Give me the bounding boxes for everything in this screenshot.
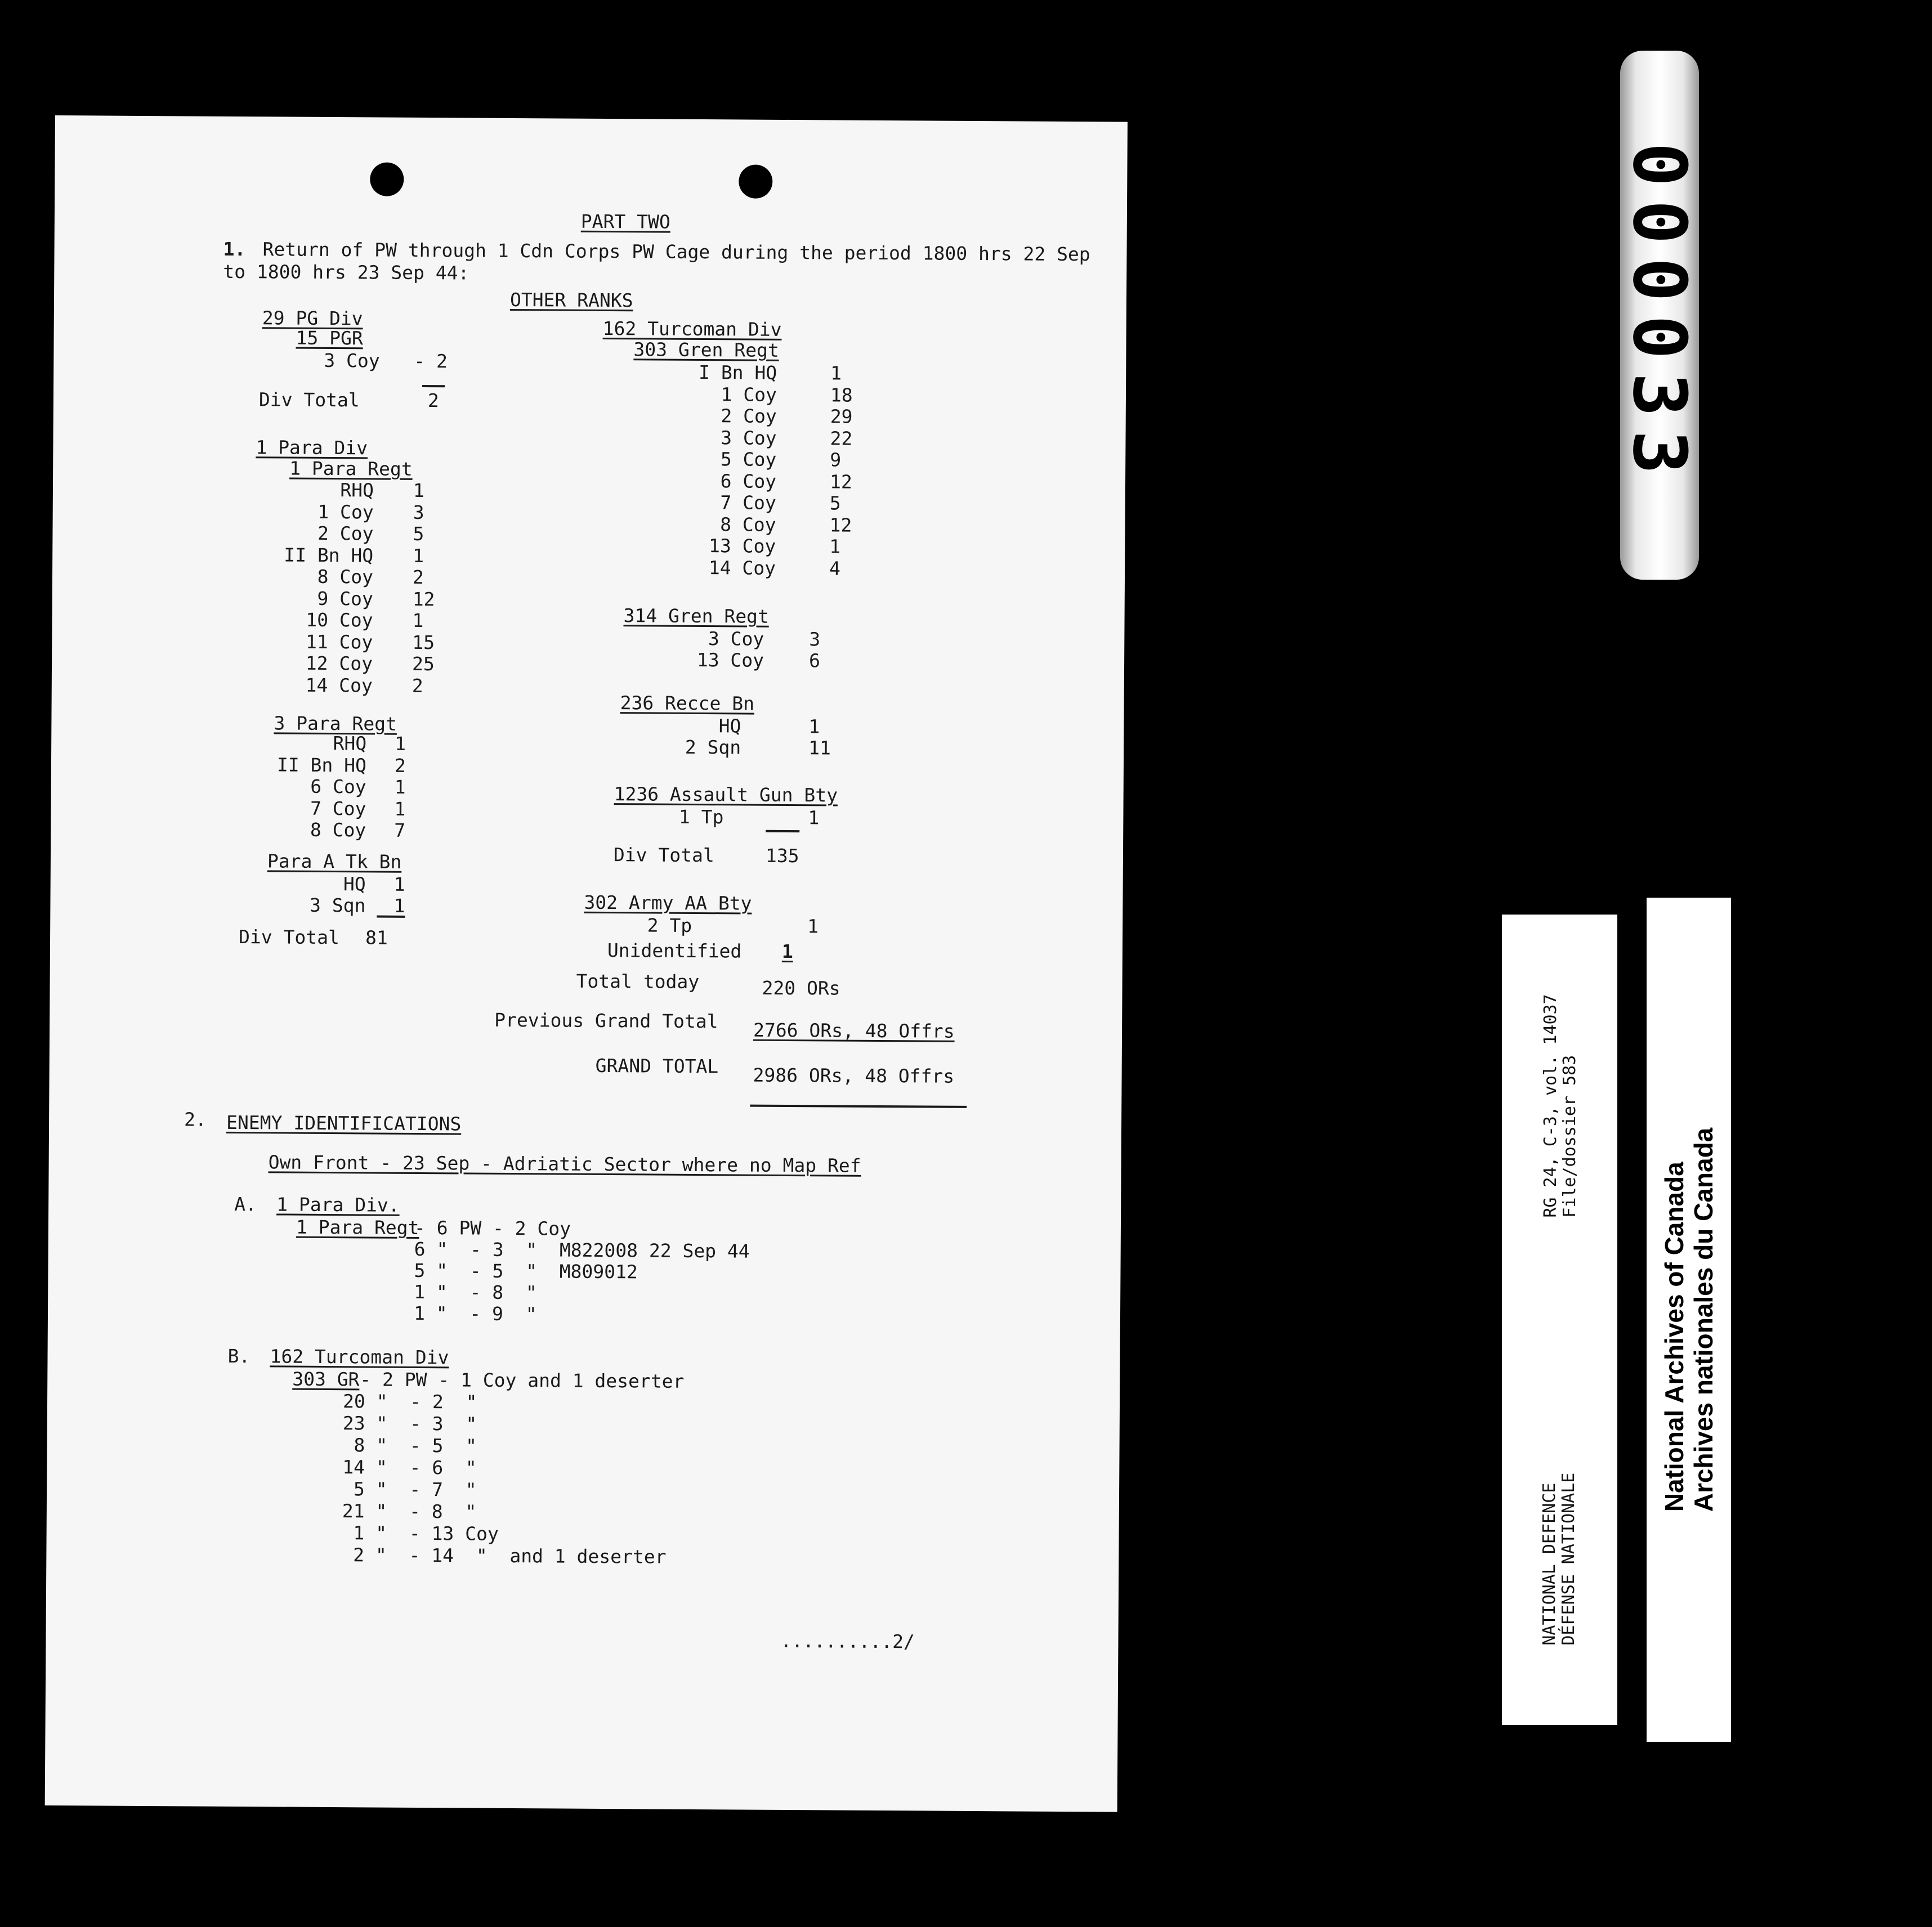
section-b-division: 162 Turcoman Div [270, 1345, 449, 1369]
row-label: 13 Coy [696, 648, 764, 671]
row-value: 2 [412, 674, 423, 697]
div-total-value-162: 135 [765, 844, 799, 867]
row-value: 2 [394, 754, 406, 777]
pgr-15-heading: 15 PGR [296, 326, 363, 349]
row-label: 3 Coy [721, 426, 777, 449]
row-label: HQ [718, 715, 741, 737]
row-value: 12 [829, 470, 852, 493]
row-label: 8 Coy [310, 818, 366, 841]
recce-236-heading: 236 Recce Bn [620, 692, 755, 715]
row-value: 5 [413, 522, 424, 545]
identification-line: 1 " - 13 Coy [342, 1522, 499, 1545]
row-value: 12 [829, 513, 852, 536]
total-today-value: 220 ORs [762, 976, 840, 1000]
item1-line1: Return of PW through 1 Cdn Corps PW Cage during the period 1800 hrs 22 Sep [262, 238, 1090, 266]
ndhq-file-label [1502, 915, 1617, 1725]
row-label: 1 Coy [721, 383, 777, 406]
para-regt-1-heading: 1 Para Regt [289, 457, 413, 480]
para-atk-rows [55, 115, 1128, 122]
row-value: 22 [830, 427, 853, 450]
row-value: 1 [393, 873, 405, 895]
row-label: 2 Coy [317, 522, 374, 545]
own-front-subheading: Own Front - 23 Sep - Adriatic Sector where no Map Ref [268, 1151, 861, 1177]
row-value: 1 [808, 715, 820, 738]
file-reference-line: RG 24, C-3, vol. 14037 [1540, 994, 1560, 1218]
row-label: I Bn HQ [699, 361, 777, 384]
row-value: 1 [395, 732, 406, 755]
para-div-1-heading: 1 Para Div [256, 436, 368, 459]
frame-number: 000033 [1617, 142, 1702, 488]
row-value: 1 [808, 806, 820, 829]
para-regt-3-rows [55, 115, 1128, 122]
div-162-heading: 162 Turcoman Div [602, 317, 782, 340]
identification-line: 23 " - 3 " [342, 1412, 477, 1435]
row-label: 13 Coy [709, 535, 776, 557]
para-atk-heading: Para A Tk Bn [267, 850, 402, 873]
row-label: 5 Coy [720, 448, 777, 470]
gren-303-heading: 303 Gren Regt [633, 338, 779, 361]
section-a-lines [55, 115, 1128, 122]
assault-1236-rows [55, 115, 1128, 122]
row-value: 15 [412, 631, 435, 653]
section-a-division: 1 Para Div. [276, 1193, 400, 1216]
total-today-label: Total today [576, 970, 700, 993]
para-regt-3-heading: 3 Para Regt [274, 712, 397, 735]
row-label: 2 Sqn [685, 736, 741, 759]
row-value: 25 [412, 652, 435, 675]
row-value: 1 [829, 535, 841, 558]
grand-total-rule [750, 1105, 967, 1108]
row-label: II Bn HQ [284, 543, 374, 566]
enemy-identifications-heading: ENEMY IDENTIFICATIONS [226, 1111, 462, 1135]
identification-line: 20 " - 2 " [342, 1390, 477, 1413]
row-label: 8 Coy [317, 565, 374, 588]
row-value: 6 [808, 649, 821, 672]
section-b-regiment: 303 GR [292, 1368, 360, 1391]
section-a-letter: A. [234, 1193, 257, 1216]
row-value: 29 [830, 405, 853, 428]
row-label: 11 Coy [305, 630, 373, 653]
identification-line: 5 " - 5 " M809012 [414, 1259, 638, 1283]
row-value: 3 [809, 628, 821, 651]
row-label: 3 Sqn [309, 894, 366, 917]
grand-total-value: 2986 ORs, 48 Offrs [753, 1064, 955, 1087]
gren-314-heading: 314 Gren Regt [623, 604, 769, 628]
section-a-regiment: 1 Para Regt [296, 1216, 419, 1239]
div-total-label-162: Div Total [613, 844, 714, 867]
row-label: HQ [343, 873, 366, 895]
file-dossier-line: File/dossier 583 [1559, 1055, 1580, 1218]
assault-1236-heading: 1236 Assault Gun Bty [614, 783, 838, 806]
unidentified-value: 1 [781, 940, 793, 963]
row-label: 12 Coy [305, 652, 373, 675]
identification-line: 21 " - 8 " [342, 1500, 477, 1523]
section-b-letter: B. [227, 1345, 251, 1368]
identification-line: 8 " - 5 " [342, 1434, 477, 1457]
identification-line: - 2 PW - 1 Coy and 1 deserter [360, 1368, 685, 1392]
para-regt-1-rows [55, 115, 1128, 122]
item1-number: 1. [223, 237, 246, 261]
item1-line2: to 1800 hrs 23 Sep 44: [223, 260, 469, 284]
row-label: 14 Coy [305, 674, 373, 696]
row-value: 1 [394, 797, 406, 820]
gren-314-rows [55, 115, 1128, 122]
section-b-lines [55, 115, 1128, 122]
punch-hole-right [739, 164, 772, 198]
row-label: 6 Coy [720, 469, 777, 492]
gren-303-rows [55, 115, 1128, 122]
row-value: 18 [830, 383, 853, 406]
archives-name-fr: Archives nationales du Canada [1689, 1127, 1718, 1512]
coy3-value: - 2 [414, 349, 448, 373]
identification-line: 1 " - 8 " [414, 1280, 537, 1304]
identification-line: 2 " - 14 " and 1 deserter [342, 1544, 667, 1568]
row-label: 1 Coy [317, 500, 374, 523]
unidentified-label: Unidentified [607, 939, 742, 962]
frame-number-stamp [1617, 51, 1702, 580]
row-label: RHQ [340, 479, 374, 501]
row-label: 10 Coy [306, 608, 373, 631]
row-label: 9 Coy [317, 587, 373, 610]
document-page [45, 115, 1128, 1812]
coy3-label: 3 Coy [324, 349, 380, 372]
row-label: 6 Coy [310, 775, 366, 798]
row-value: 1 [412, 609, 424, 632]
div-total-value-para: 81 [365, 926, 388, 949]
row-label: 3 Coy [708, 628, 764, 650]
continuation-marker: ..........2/ [780, 1629, 915, 1653]
row-value: 1 [394, 776, 406, 798]
row-value: 12 [412, 588, 435, 610]
department-line-fr: DÉFENSE NATIONALE [1558, 1472, 1578, 1646]
department-line-en: NATIONAL DEFENCE [1539, 1482, 1559, 1646]
identification-line: - 6 PW - 2 Coy [414, 1216, 571, 1240]
row-label: 7 Coy [720, 491, 776, 514]
row-value: 4 [829, 557, 841, 580]
aa-302-rows [55, 115, 1128, 122]
div-total-label-29: Div Total [258, 388, 360, 411]
page-heading: PART TWO [580, 210, 670, 233]
row-label: 1 Tp [678, 805, 724, 828]
recce-236-rows [55, 115, 1128, 122]
row-value: 9 [830, 449, 842, 471]
row-label: 8 Coy [720, 513, 776, 536]
row-value: 1 [413, 544, 424, 567]
identification-line: 1 " - 9 " [413, 1302, 537, 1325]
archives-label [1647, 898, 1731, 1742]
aa-302-heading: 302 Army AA Bty [584, 891, 752, 915]
previous-grand-total-value: 2766 ORs, 48 Offrs [753, 1019, 955, 1042]
row-value: 1 [830, 362, 842, 384]
row-label: 2 Coy [721, 405, 777, 427]
row-value: 5 [829, 492, 841, 514]
identification-line: 6 " - 3 " M822008 22 Sep 44 [414, 1238, 750, 1262]
row-label: RHQ [333, 732, 367, 755]
div-29-heading: 29 PG Div [262, 307, 363, 330]
archives-name-en: National Archives of Canada [1660, 1162, 1689, 1512]
previous-grand-total-label: Previous Grand Total [494, 1009, 718, 1033]
row-value: 11 [808, 737, 831, 759]
row-value: 1 [393, 894, 405, 917]
row-value: 3 [413, 501, 424, 523]
grand-total-label: GRAND TOTAL [595, 1054, 719, 1078]
total-rule [766, 830, 799, 832]
row-value: 2 [412, 566, 424, 589]
row-label: 14 Coy [708, 556, 776, 579]
row-value: 7 [394, 819, 406, 841]
div-total-label-para: Div Total [238, 926, 340, 949]
row-value: 1 [413, 479, 424, 502]
row-label: II Bn HQ [276, 753, 367, 776]
row-label: 2 Tp [647, 914, 692, 936]
identification-line: 14 " - 6 " [342, 1456, 477, 1479]
row-value: 1 [807, 915, 819, 938]
row-label: 7 Coy [310, 797, 366, 819]
identification-line: 5 " - 7 " [342, 1478, 477, 1501]
other-ranks-heading: OTHER RANKS [509, 288, 633, 312]
item2-number: 2. [184, 1108, 207, 1131]
punch-hole-left [370, 162, 404, 196]
total-rule [422, 385, 445, 387]
div-total-value-29: 2 [427, 389, 439, 412]
